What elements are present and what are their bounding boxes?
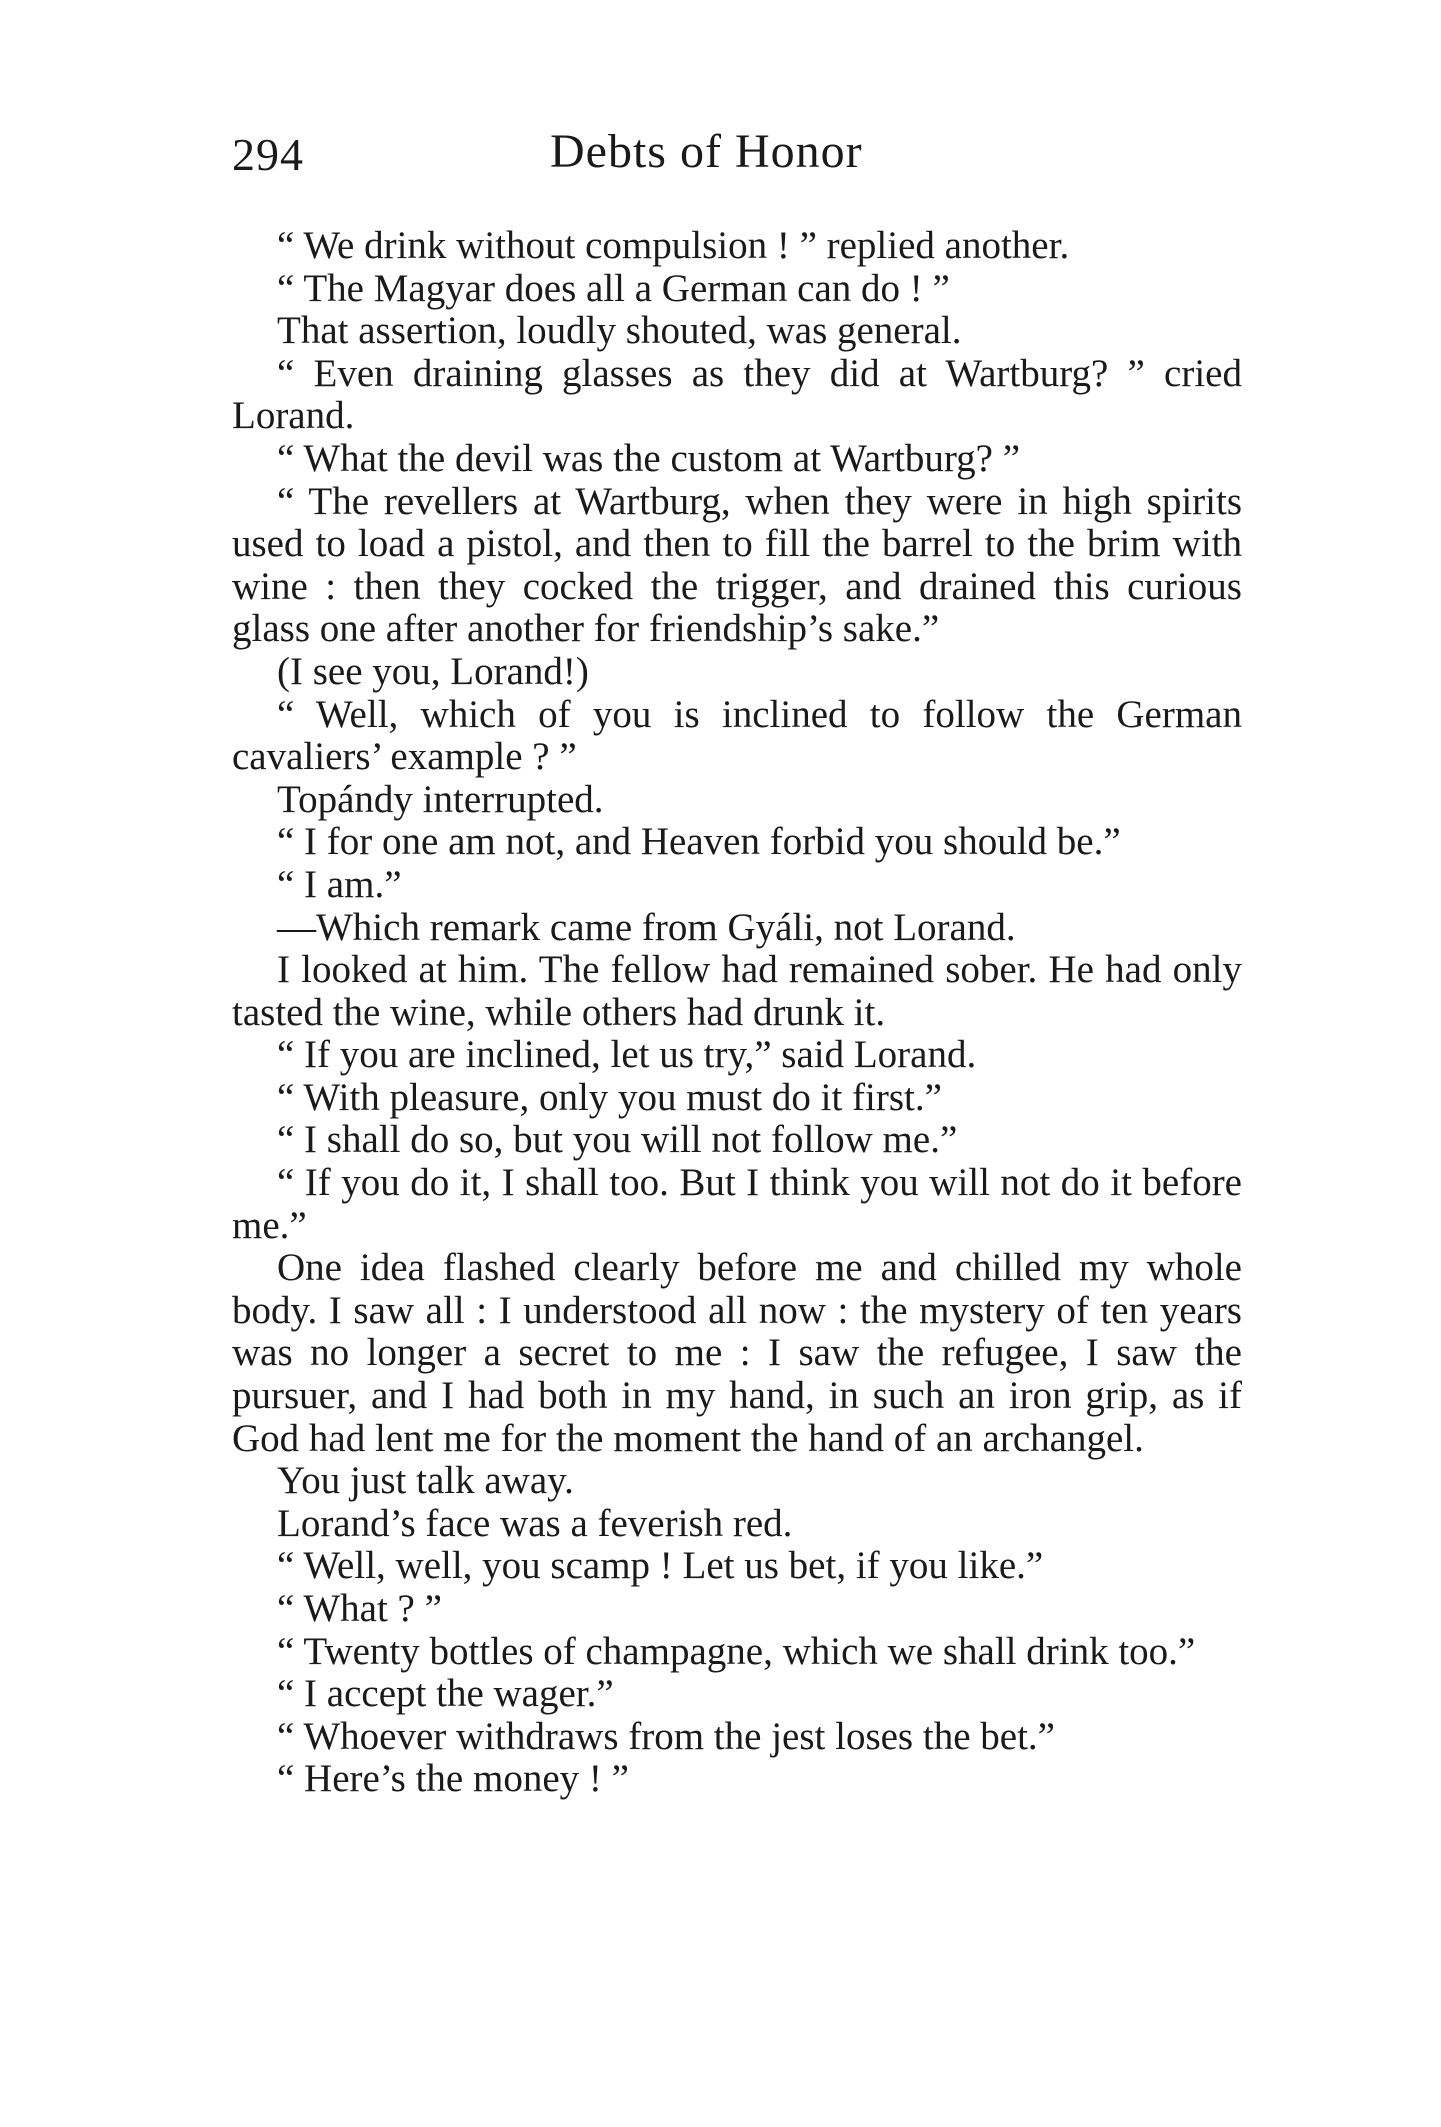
paragraph: “ Well, well, you scamp ! Let us bet, if you like.”	[277, 1544, 1044, 1588]
paragraph: “ What ? ”	[277, 1587, 442, 1630]
paragraph: “ I for one am not, and Heaven forbid you should be.”	[277, 820, 1121, 864]
paragraph: “ Well, which of you is inclined to follow the German cavaliers’ example ? ”	[232, 692, 1242, 779]
paragraph: “ The Magyar does all a German can do ! ”	[277, 266, 950, 310]
paragraph: “ Here’s the money ! ”	[277, 1757, 629, 1801]
paragraph: “ What the devil was the custom at Wartburg? ”	[277, 436, 1021, 480]
running-head	[232, 125, 1242, 188]
paragraph: (I see you, Lorand!)	[277, 649, 589, 693]
paragraph: “ Even draining glasses as they did at Wartburg? ” cried Lorand.	[232, 351, 1242, 438]
paragraph: That assertion, loudly shouted, was general.	[277, 309, 962, 353]
paragraph: “ If you are inclined, let us try,” said Lorand.	[277, 1033, 977, 1077]
paragraph: —Which remark came from Gyáli, not Lorand.	[277, 905, 1016, 949]
page-number: 294	[232, 129, 304, 180]
paragraph: “ We drink without compulsion ! ” replied another.	[277, 224, 1070, 267]
paragraph: “ I shall do so, but you will not follow me.”	[277, 1118, 958, 1162]
paragraph: “ Whoever withdraws from the jest loses the bet.”	[277, 1714, 1055, 1758]
paragraph: “ I accept the wager.”	[277, 1672, 614, 1716]
paragraph: Topándy interrupted.	[277, 777, 604, 821]
paragraph: “ With pleasure, only you must do it first.”	[277, 1075, 942, 1119]
paragraph: “ Twenty bottles of champagne, which we shall drink too.”	[277, 1629, 1196, 1673]
paragraph: I looked at him. The fellow had remained sober. He had only tasted the wine, while others had drunk it.	[232, 948, 1242, 1034]
paragraph: “ I am.”	[277, 862, 402, 906]
running-title: Debts of Honor	[550, 125, 863, 178]
paragraph: “ The revellers at Wartburg, when they were in high spirits used to load a pistol, and then to fill the barrel to the brim with wine : then they cocked the trigger, and drained this curious glass one after another for friendship’s sake.”	[232, 479, 1242, 651]
paragraph: “ If you do it, I shall too. But I think you will not do it before me.”	[232, 1161, 1242, 1247]
paragraph: Lorand’s face was a feverish red.	[277, 1501, 793, 1545]
paragraph: One idea flashed clearly before me and chilled my whole body. I saw all : I understood all now : the mystery of ten years was no longer a secret to me : I saw the refugee, I saw the pursuer, and I had both in my hand, in such an iron grip, as if God had lent me for the moment the hand of an archangel.	[232, 1246, 1242, 1460]
body-text	[232, 225, 1242, 1801]
paragraph: You just talk away.	[277, 1459, 574, 1503]
